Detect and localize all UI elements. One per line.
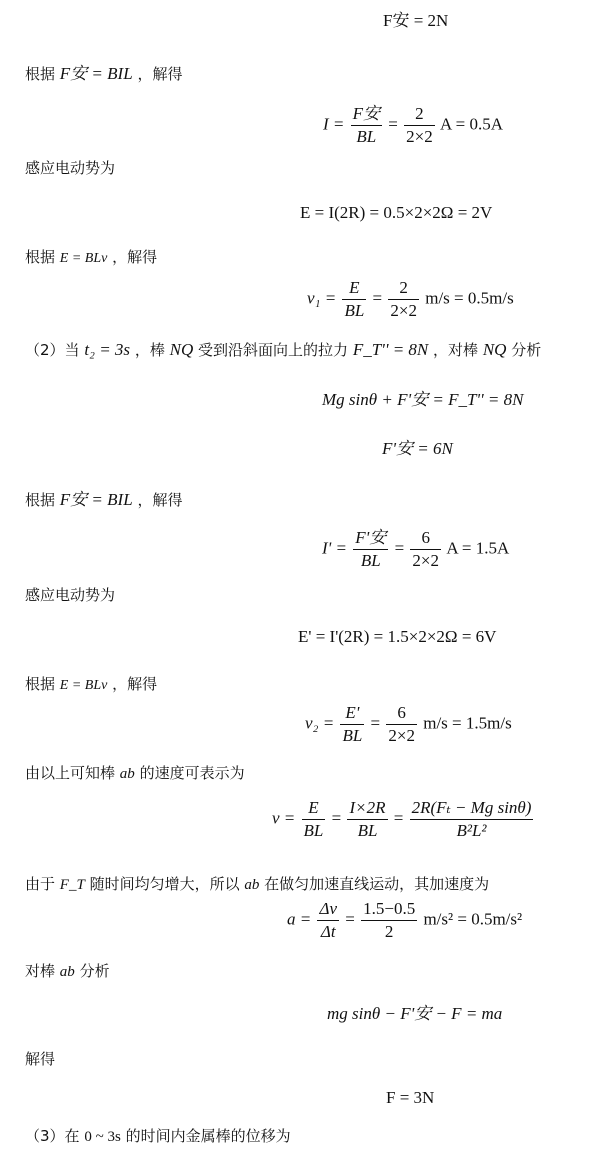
fraction-eprime-over-bl: $\frac{E'}{BL}$ xyxy=(342,703,363,745)
equation-current-i: I = $\frac{\text{F安}}{BL}$ = $\frac{2}{2\times 2}$ A = 0.5A xyxy=(323,104,503,146)
fraction-2-over-2x2-b: $\frac{2}{2\times 2}$ xyxy=(390,278,417,320)
text-line-according-eblv-2: 根据 E = BLv ，解得 xyxy=(25,675,158,693)
equation-current-i-prime: I' = $\frac{\text{F'安}}{BL}$ = $\frac{6}{2\times 2}$ A = 1.5A xyxy=(322,528,510,570)
fraction-velocity-change-over-2: $\frac{1.5-0.5}{2}$ xyxy=(363,899,416,941)
text-line-according-fbil: 根据 F安 = BIL ，解得 xyxy=(25,64,183,83)
text-line-velocity-expression: 由以上可知棒 ab 的速度可表示为 xyxy=(25,764,245,782)
fraction-6-over-2x2: $\frac{6}{2\times 2}$ xyxy=(412,528,439,570)
equation-velocity-general: v = $\frac{E}{BL}$ = $\frac{I\times 2R}{BL}$ = $\frac{\text{2R(Fₜ − Mg sinθ)}}{\text{B²L²}}$ xyxy=(272,798,532,840)
equation-emf-2v: E = I(2R) = 0.5×2×2Ω = 2V xyxy=(300,203,493,222)
equation-force-3n: F = 3N xyxy=(386,1088,435,1107)
equation-force-ampere-6n: F'安 = 6N xyxy=(382,439,453,458)
equation-newton-second-law: mg sinθ − F'安 − F = ma xyxy=(327,1004,503,1023)
text-line-acceleration-reason: 由于 F_T 随时间均匀增大，所以 ab 在做匀加速直线运动，其加速度为 xyxy=(25,875,490,893)
text-line-analyze-ab: 对棒 ab 分析 xyxy=(25,962,110,980)
text-line-part2: （2）当 t₂ = 3s ，棒 NQ 受到沿斜面向上的拉力 F_T'' = 8N ，对棒 NQ 分析 xyxy=(25,340,542,359)
fraction-f-over-bl: $\frac{\text{F安}}{BL}$ xyxy=(352,104,381,146)
equation-force-ampere-2n: F安 = 2N xyxy=(383,11,449,30)
text-line-according-fbil-2: 根据 F安 = BIL ，解得 xyxy=(25,490,183,509)
fraction-6-over-2x2-b: $\frac{6}{2\times 2}$ xyxy=(388,703,415,745)
fraction-e-over-bl: $\frac{E}{BL}$ xyxy=(344,278,365,320)
text-line-emf: 感应电动势为 xyxy=(25,159,116,177)
equation-velocity-v1: v₁ = $\frac{E}{BL}$ = $\frac{2}{2\times 2}$ m/s = 0.5m/s xyxy=(307,278,514,320)
inline-formula-eblv: E = BLv xyxy=(59,251,108,266)
fraction-e-over-bl-c: $\frac{E}{BL}$ xyxy=(303,798,324,840)
equation-acceleration: a = $\frac{\Delta v}{\Delta t}$ = $\frac{1.5-0.5}{2}$ m/s² = 0.5m/s² xyxy=(287,899,523,941)
fraction-2-over-2x2: $\frac{2}{2\times 2}$ xyxy=(406,104,433,146)
equation-emf-6v: E' = I'(2R) = 1.5×2×2Ω = 6V xyxy=(298,627,497,646)
inline-formula-fbil: F安 = BIL xyxy=(59,64,133,83)
text-line-emf-2: 感应电动势为 xyxy=(25,586,116,604)
text-line-solve: 解得 xyxy=(25,1050,56,1068)
text-line-part3: （3）在 0 ~ 3s 的时间内金属棒的位移为 xyxy=(25,1127,291,1145)
fraction-i2r-over-bl: $\frac{I\times 2R}{BL}$ xyxy=(349,798,386,840)
fraction-dv-over-dt: $\frac{\Delta v}{\Delta t}$ xyxy=(319,899,338,941)
fraction-fprime-over-bl: $\frac{\text{F'安}}{BL}$ xyxy=(355,528,387,570)
text-line-according-eblv: 根据 E = BLv ，解得 xyxy=(25,248,158,266)
equation-velocity-v2: v₂ = $\frac{E'}{BL}$ = $\frac{6}{2\times 2}$ m/s = 1.5m/s xyxy=(305,703,512,745)
fraction-2r-ft-over-b2l2: $\frac{\text{2R(Fₜ − Mg sinθ)}}{\text{B²L²}}$ xyxy=(411,798,532,840)
equation-force-balance: Mg sinθ + F'安 = F_T'' = 8N xyxy=(322,390,524,409)
